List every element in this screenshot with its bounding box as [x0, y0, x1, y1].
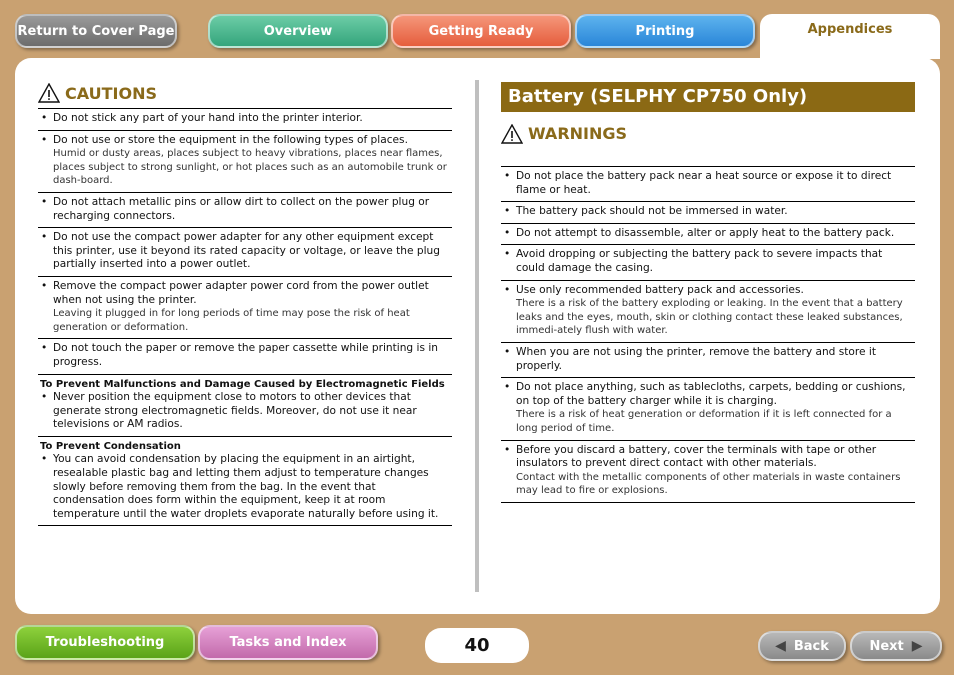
bullet-text: • Avoid dropping or subjecting the battery pack to severe impacts that could damage the casing. [503, 248, 913, 275]
bullet-text: • You can avoid condensation by placing the equipment in an airtight, resealable plastic bag and letting them adjust to temperature changes slowly before removing them from the bag. In the event that condensation does form within the equipment, keep it at room temperature until the water droplets evaporate naturally before using it. [40, 453, 450, 521]
bullet-note: Contact with the metallic components of other materials in waste containers may lead to fire or explosions. [516, 471, 901, 497]
tab-getting-ready[interactable]: Getting Ready [391, 14, 571, 48]
warning-triangle-icon [501, 124, 523, 144]
bullet-note: There is a risk of the battery exploding or leaking. In the event that a battery leaks and the eyes, mouth, skin or clothing contact these leaked substances, immedi-ately flush with water. [516, 298, 903, 337]
list-item [38, 193, 452, 228]
list-item [38, 131, 452, 193]
bullet-text: • Never position the equipment close to motors to other devices that generate strong electromagnetic fields. Moreover, do not use it near televisions or AM radios. [40, 391, 450, 432]
bullet-text: • When you are not using the printer, remove the battery and store it properly. [503, 346, 913, 373]
list-item [501, 281, 915, 343]
bullet-text: • Do not touch the paper or remove the paper cassette while printing is in progress. [40, 342, 450, 369]
list-item [38, 228, 452, 277]
list-item [501, 224, 915, 246]
section-title: Battery (SELPHY CP750 Only) [501, 82, 915, 112]
cautions-list [38, 108, 452, 526]
list-item [38, 277, 452, 339]
return-to-cover-button[interactable]: Return to Cover Page [15, 14, 177, 48]
tasks-index-button[interactable]: Tasks and Index [198, 625, 378, 660]
bullet-note: Leaving it plugged in for long periods of time may pose the risk of heat generation or deformation. [53, 308, 410, 333]
list-item [38, 375, 452, 437]
tab-appendices[interactable]: Appendices [760, 14, 940, 59]
content-panel [15, 58, 940, 614]
list-item [501, 343, 915, 378]
arrow-right-icon: ▶ [911, 638, 923, 654]
list-item [38, 108, 452, 131]
back-label: Back [793, 638, 829, 654]
column-divider [475, 80, 479, 592]
cautions-heading-text: CAUTIONS [65, 83, 158, 103]
bullet-text: • Do not place anything, such as tablecloths, carpets, bedding or cushions, on top of the battery charger while it is charging. [503, 381, 913, 408]
warnings-heading [501, 122, 915, 166]
list-item [501, 245, 915, 280]
next-button[interactable] [850, 631, 942, 661]
list-item [38, 437, 452, 527]
list-item [501, 378, 915, 440]
bullet-text: • Do not attempt to disassemble, alter or apply heat to the battery pack. [503, 227, 913, 241]
warning-triangle-icon [38, 83, 60, 103]
tab-printing[interactable]: Printing [575, 14, 755, 48]
bullet-text: • Before you discard a battery, cover the terminals with tape or other insulators to prevent direct contact with other materials. [503, 444, 913, 471]
bullet-text: • Remove the compact power adapter power cord from the power outlet when not using the printer. [40, 280, 450, 307]
battery-column [501, 58, 915, 503]
bullet-note: There is a risk of heat generation or deformation if it is left connected for a long period of time. [516, 409, 892, 434]
page-number: 40 [425, 628, 529, 663]
warnings-heading-text: WARNINGS [528, 124, 628, 143]
list-item [501, 166, 915, 202]
list-item [501, 202, 915, 224]
subsection-title: To Prevent Condensation [40, 440, 181, 452]
bullet-text: • Do not attach metallic pins or allow dirt to collect on the power plug or recharging connectors. [40, 196, 450, 223]
bullet-note: Humid or dusty areas, places subject to heavy vibrations, places near flames, places subject to strong sunlight, or hot places such as an automobile trunk or dash-board. [53, 148, 447, 187]
bullet-text: • Do not use the compact power adapter for any other equipment except this printer, use it beyond its rated capacity or voltage, or leave the plug partially inserted into a power outlet. [40, 231, 450, 272]
arrow-left-icon: ◀ [775, 638, 786, 654]
subsection-title: To Prevent Malfunctions and Damage Caused by Electromagnetic Fields [40, 378, 445, 390]
bullet-text: • Use only recommended battery pack and accessories. [503, 284, 913, 298]
list-item [501, 441, 915, 503]
bullet-text: • Do not use or store the equipment in the following types of places. [40, 134, 450, 148]
bullet-text: • Do not place the battery pack near a heat source or expose it to direct flame or heat. [503, 170, 913, 197]
cautions-heading [38, 78, 452, 108]
troubleshooting-button[interactable]: Troubleshooting [15, 625, 195, 660]
bullet-text: • Do not stick any part of your hand into the printer interior. [40, 112, 450, 126]
warnings-list [501, 166, 915, 503]
cautions-column [38, 58, 452, 526]
back-button[interactable] [758, 631, 846, 661]
list-item [38, 339, 452, 374]
tab-overview[interactable]: Overview [208, 14, 388, 48]
bullet-text: • The battery pack should not be immersed in water. [503, 205, 913, 219]
next-label: Next [869, 638, 904, 654]
